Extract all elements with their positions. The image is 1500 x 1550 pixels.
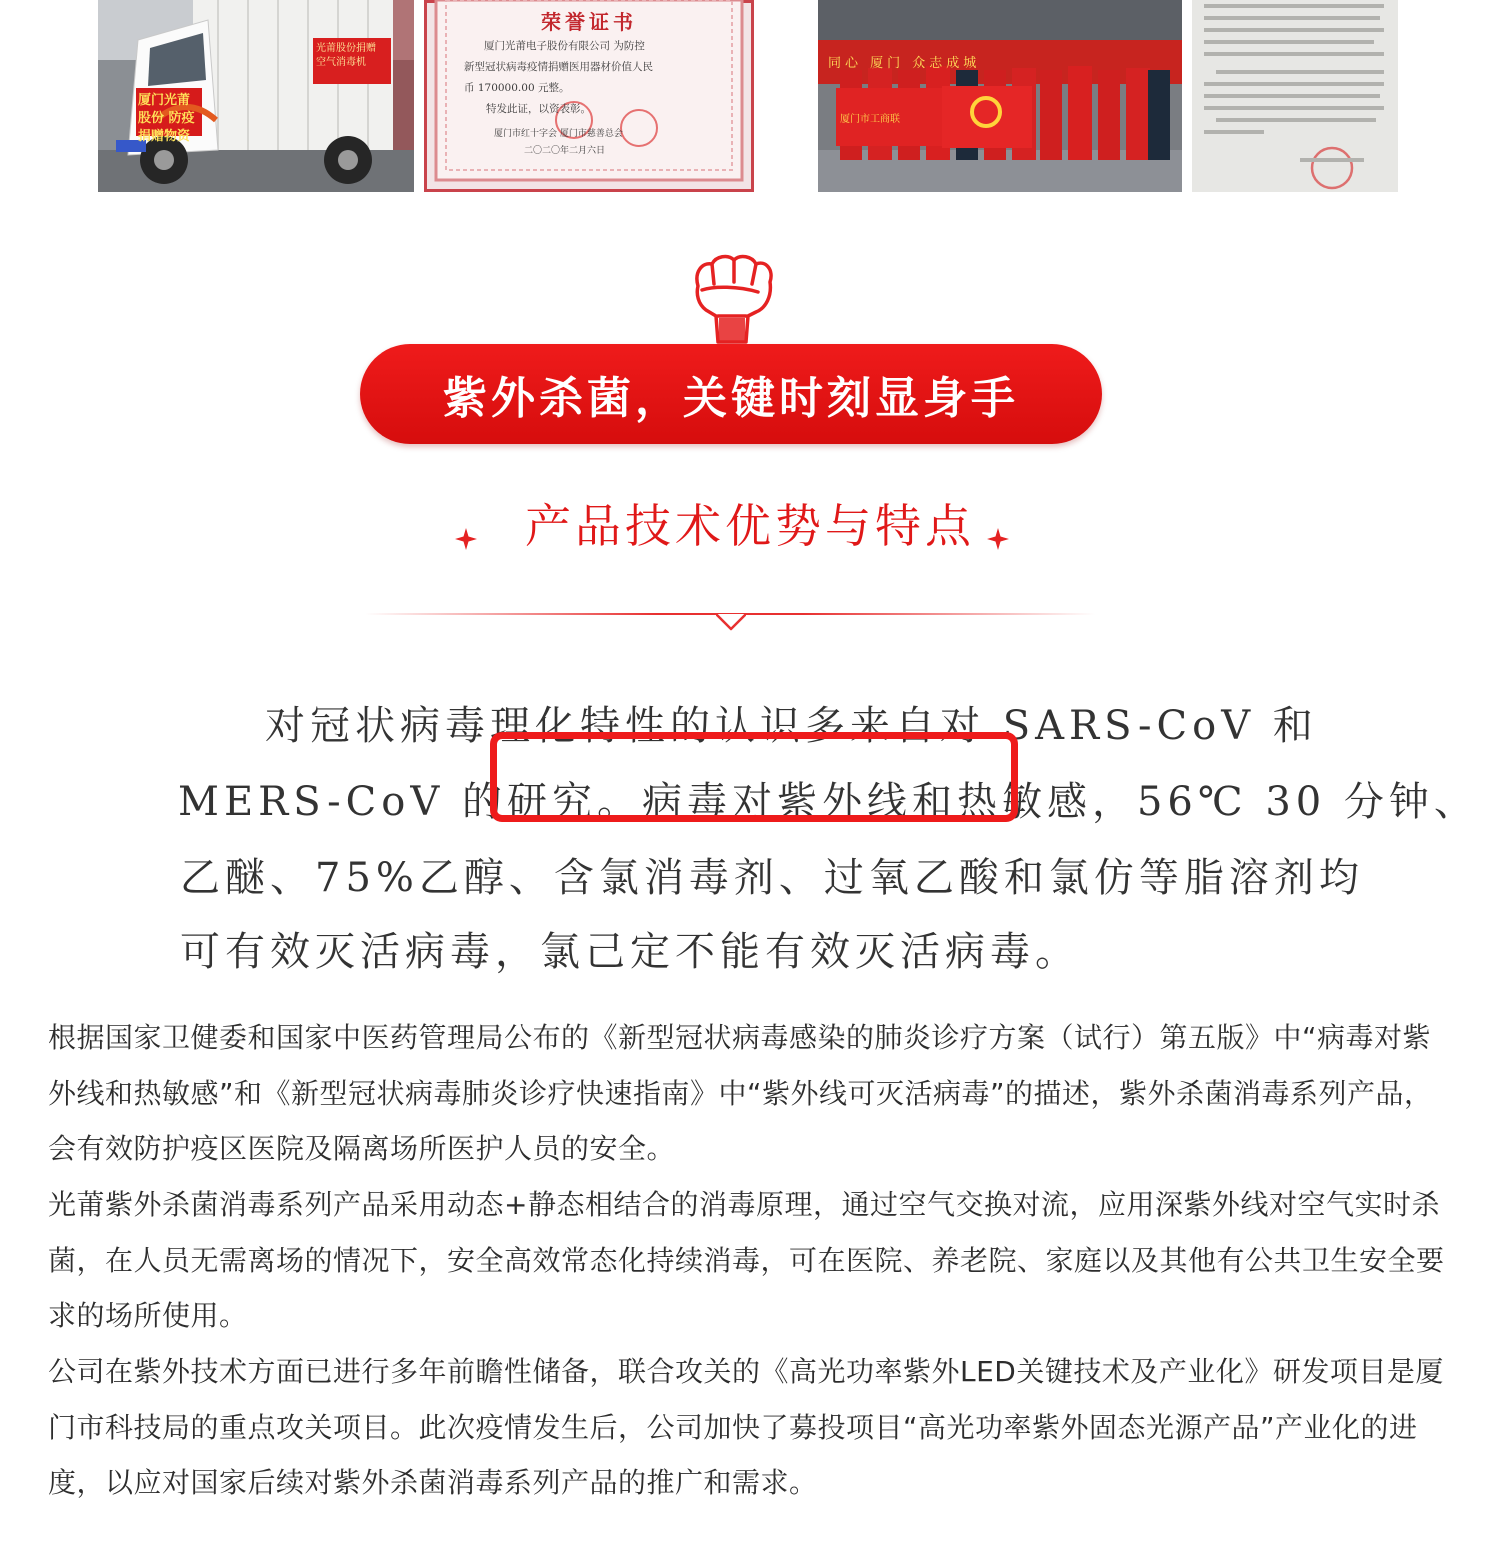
certificate-body-line: 厦门光莆电子股份有限公司 为防控 (484, 40, 645, 52)
certificate-body-line: 特发此证，以资表彰。 (486, 103, 591, 115)
photo-volunteer-group (818, 0, 1182, 192)
body-paragraph: 公司在紫外技术方面已进行多年前瞻性储备，联合攻关的《高光功率紫外LED关键技术及产业化》研发项目是厦门市科技局的重点攻关项目。此次疫情发生后，公司加快了募投项目“高光功率紫外固态光源产品”产业化的进度，以应对国家后续对紫外杀菌消毒系列产品的推广和需求。 (48, 1355, 1444, 1499)
scan-line-3: 乙醚、75%乙醇、含氯消毒剂、过氧乙酸和氯仿等脂溶剂均 (180, 855, 1364, 901)
certificate-footer (494, 126, 724, 160)
scan-line-4: 可有效灭活病毒，氯己定不能有效灭活病毒。 (180, 929, 1080, 975)
photo-donation-truck (98, 0, 414, 192)
chevron-down-icon (716, 612, 746, 632)
highlight-box (490, 732, 1018, 822)
scanned-excerpt (150, 670, 1479, 980)
raised-fist-icon (688, 252, 778, 344)
truck-banner-text: 厦门光莆股份 防疫捐赠物资 (138, 93, 195, 144)
photo-honor-certificate (424, 0, 754, 192)
sparkle-star-icon (455, 528, 477, 550)
scan-line-2-suffix: 56℃ 30 分钟、 (1136, 779, 1479, 825)
photo-thank-you-letter (1192, 0, 1398, 192)
headline-banner (360, 344, 1102, 444)
body-paragraph: 根据国家卫健委和国家中医药管理局公布的《新型冠状病毒感染的肺炎诊疗方案（试行）第五版》中“病毒对紫外线和热敏感”和《新型冠状病毒肺炎诊疗快速指南》中“紫外线可灭活病毒”的描述，紫外杀菌消毒系列产品，会有效防护疫区医院及隔离场所医护人员的安全。 (48, 1021, 1433, 1165)
scan-line-2-prefix: MERS-CoV 的研究。 (178, 779, 642, 825)
body-paragraph: 光莆紫外杀菌消毒系列产品采用动态+静态相结合的消毒原理，通过空气交换对流，应用深紫外线对空气实时杀菌，在人员无需离场的情况下，安全高效常态化持续消毒，可在医院、养老院、家庭以及其他有公共卫生安全要求的场所使用。 (48, 1188, 1445, 1332)
certificate-body-line: 新型冠状病毒疫情捐赠医用器材价值人民 (464, 61, 653, 73)
sparkle-star-icon (987, 528, 1009, 550)
group-banner-text: 同心 厦门 众志成城 (828, 56, 981, 71)
certificate-footer-date: 二〇二〇年二月六日 (524, 146, 606, 156)
section-subtitle: 产品技术优势与特点 (525, 499, 975, 553)
certificate-body-line: 币 170000.00 元整。 (464, 82, 570, 94)
certificate-title: 荣誉证书 (541, 10, 637, 34)
scan-line-2-highlight: 病毒对紫外线和热敏感， (641, 779, 1137, 825)
truck-side-text: 光莆股份捐赠 空气消毒机 (316, 43, 376, 68)
certificate-body (464, 36, 734, 120)
certificate-footer-org: 厦门市红十字会 厦门市慈善总会 (494, 129, 623, 139)
scan-line-1: 对冠状病毒理化特性的认识多来自对 SARS-CoV 和 (265, 703, 1318, 749)
group-flag-text: 厦门市工商联 (840, 114, 900, 125)
headline-banner-text: 紫外杀菌，关键时刻显身手 (443, 373, 1019, 424)
